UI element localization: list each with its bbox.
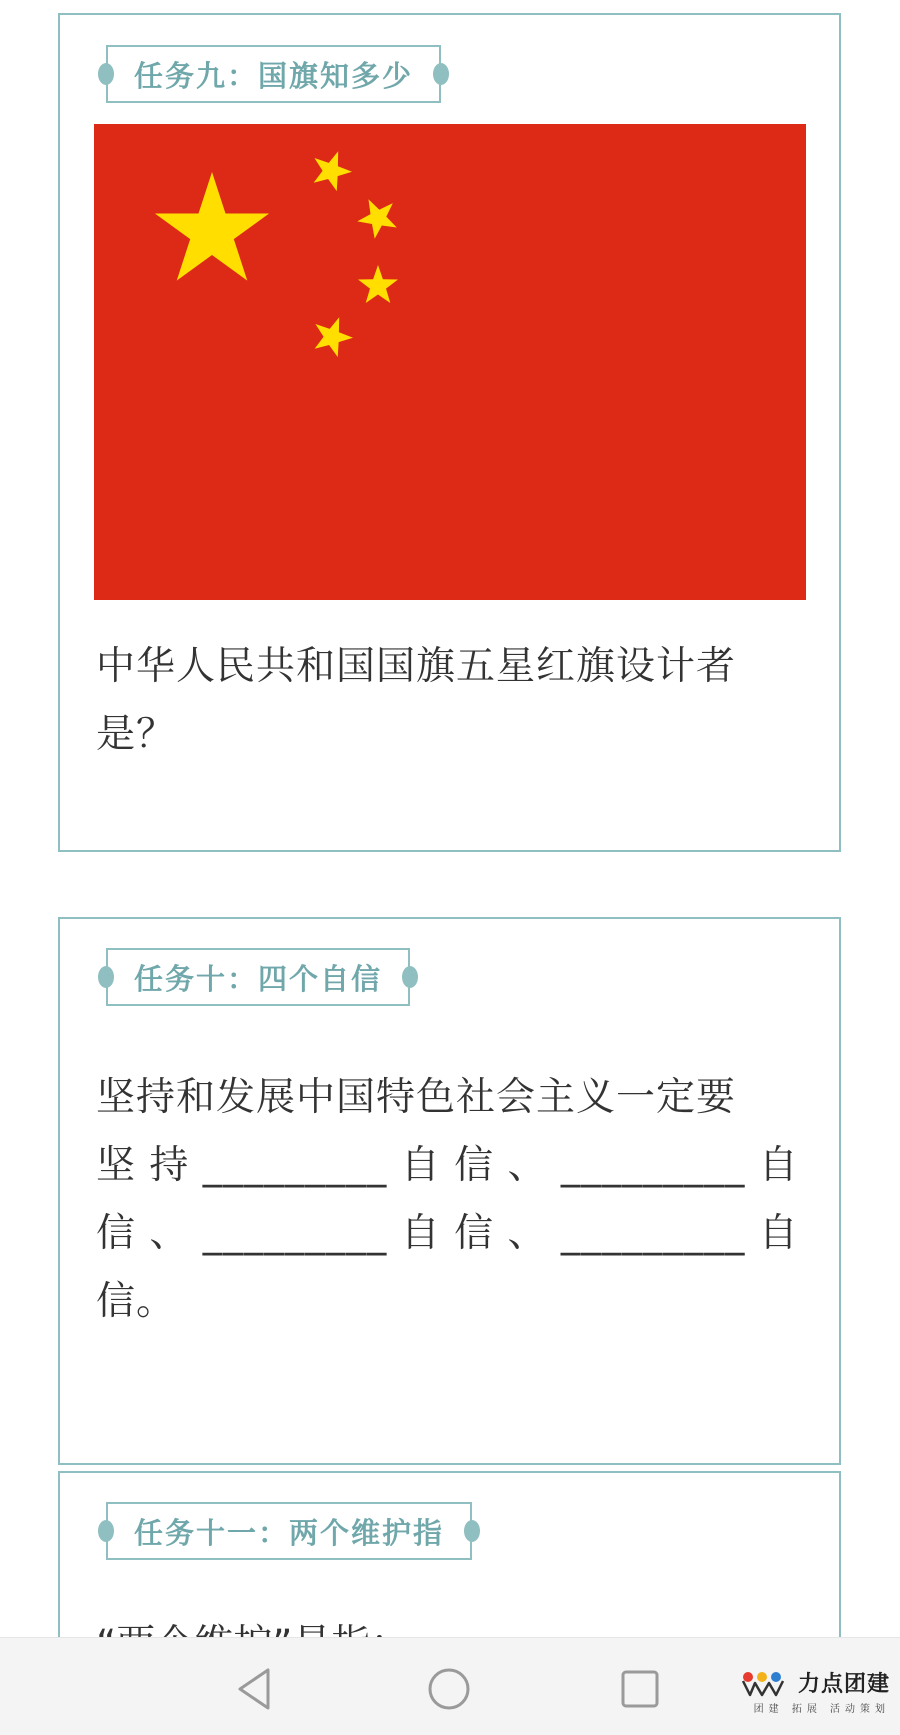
task-card-10 bbox=[58, 917, 841, 1465]
back-button[interactable] bbox=[232, 1664, 282, 1714]
home-button[interactable] bbox=[424, 1664, 474, 1714]
brand-logo bbox=[740, 1669, 794, 1697]
square-recent-icon bbox=[615, 1664, 665, 1714]
flag-background bbox=[94, 124, 806, 600]
task-title-tab bbox=[106, 948, 410, 1006]
tab-dot-decoration bbox=[402, 966, 418, 988]
task-title-tab bbox=[106, 45, 441, 103]
brand-name: 力点团建 bbox=[797, 1672, 890, 1697]
task-question bbox=[96, 633, 803, 769]
system-navigation-bar bbox=[0, 1637, 900, 1735]
task-card-9 bbox=[58, 13, 841, 852]
tab-dot-decoration bbox=[98, 1520, 114, 1542]
task-title: 任务九：国旗知多少 bbox=[134, 58, 414, 93]
question-line: 信。 bbox=[96, 1279, 177, 1324]
tab-dot-decoration bbox=[98, 63, 114, 85]
task-title: 任务十一：两个维护指 bbox=[134, 1515, 445, 1550]
question-line: 中华人民共和国国旗五星红旗设计者 bbox=[96, 644, 737, 689]
national-flag-image bbox=[94, 124, 806, 600]
brand-tagline: 团建 拓展 活动策划 bbox=[753, 1704, 890, 1715]
tab-dot-decoration bbox=[433, 63, 449, 85]
question-line: 信 、 _________ 自 信 、 _________ 自 bbox=[96, 1211, 799, 1256]
flag-svg bbox=[94, 124, 806, 600]
question-line: 坚 持 _________ 自 信 、 _________ 自 bbox=[96, 1143, 799, 1188]
tab-dot-decoration bbox=[98, 966, 114, 988]
brand-watermark bbox=[740, 1667, 890, 1715]
recent-apps-button[interactable] bbox=[615, 1664, 665, 1714]
triangle-back-icon bbox=[232, 1664, 282, 1714]
task-title-tab bbox=[106, 1502, 472, 1560]
tab-dot-decoration bbox=[464, 1520, 480, 1542]
task-title: 任务十：四个自信 bbox=[134, 961, 383, 996]
question-line: 坚持和发展中国特色社会主义一定要 bbox=[96, 1075, 737, 1120]
question-line: 是？ bbox=[96, 712, 177, 757]
circle-home-icon bbox=[424, 1664, 474, 1714]
task-question bbox=[96, 1064, 803, 1336]
